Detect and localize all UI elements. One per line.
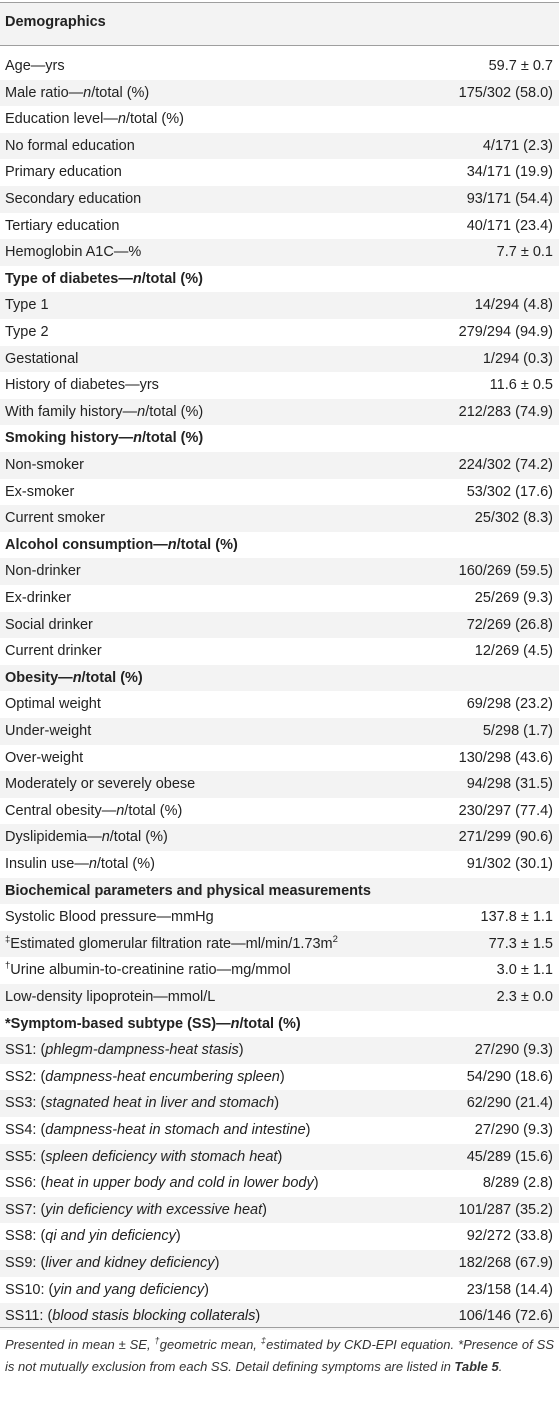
row-value: 8/289 (2.8) [482,1175,553,1192]
row-label: SS6: (heat in upper body and cold in lower body) [5,1175,319,1192]
section-header-row [0,425,559,452]
row-label: Current drinker [5,643,102,660]
row-value: 72/269 (26.8) [466,616,553,633]
row-label: Non-drinker [5,563,81,580]
row-value: 53/302 (17.6) [466,483,553,500]
table-row [0,372,559,399]
table-row [0,1303,559,1330]
section-label: Type of diabetes—n/total (%) [5,270,203,287]
row-label: Primary education [5,164,122,181]
table-row [0,745,559,772]
row-value: 27/290 (9.3) [474,1122,553,1138]
table-row [0,213,559,240]
table-row [0,612,559,639]
section-label: Biochemical parameters and physical measurements [5,882,371,899]
table-row [0,558,559,585]
table-row [0,1250,559,1277]
table-row [0,319,559,346]
row-value: 27/290 (9.3) [474,1042,553,1059]
row-value: 137.8 ± 1.1 [480,909,553,926]
table-header [0,3,559,46]
row-value: 106/146 (72.6) [458,1308,553,1325]
section-header-row [0,665,559,692]
bottom-rule [0,1327,559,1328]
row-value: 5/298 (1.7) [482,723,553,739]
row-label: SS3: (stagnated heat in liver and stomach) [5,1095,280,1112]
row-value: 25/302 (8.3) [474,510,553,527]
table-row [0,346,559,373]
row-value: 160/269 (59.5) [458,563,553,580]
table-row [0,106,559,133]
table-row [0,133,559,160]
row-label: Male ratio—n/total (%) [5,84,150,101]
row-value: 3.0 ± 1.1 [496,962,553,979]
table-row [0,1037,559,1064]
row-value: 69/298 (23.2) [466,696,553,713]
row-value: 212/283 (74.9) [458,403,553,420]
table-row [0,718,559,745]
row-label: †Urine albumin-to-creatinine ratio—mg/mmol [5,960,291,979]
row-label: Hemoglobin A1C—% [5,244,142,261]
row-label: SS10: (yin and yang deficiency) [5,1281,209,1298]
row-label: Under-weight [5,723,92,739]
section-label: Smoking history—n/total (%) [5,430,204,447]
table-row [0,984,559,1011]
row-label: Over-weight [5,749,84,766]
row-label: Non-smoker [5,457,84,473]
table-row [0,399,559,426]
row-label: Type 2 [5,324,49,340]
row-label: Central obesity—n/total (%) [5,802,183,819]
row-label: Low-density lipoprotein—mmol/L [5,989,216,1005]
table-row [0,186,559,213]
table-row [0,1277,559,1304]
table-row [0,798,559,825]
row-value: 4/171 (2.3) [482,137,553,154]
row-value: 1/294 (0.3) [482,350,553,367]
row-label: SS11: (blood stasis blocking collaterals) [5,1308,261,1325]
row-value: 12/269 (4.5) [474,643,553,660]
row-value: 11.6 ± 0.5 [489,377,553,394]
row-label: Insulin use—n/total (%) [5,856,155,872]
table-footnote: Presented in mean ± SE, †geometric mean, ‡estimated by CKD-EPI equation. *Presence of SS is not mutually exclusion from each SS. Detail defining symptoms are listed in Table 5. [5,1335,554,1374]
row-label: Gestational [5,350,79,367]
table-row [0,931,559,958]
row-value: 94/298 (31.5) [466,776,553,793]
row-value: 230/297 (77.4) [458,802,553,819]
table-row [0,292,559,319]
row-label: SS2: (dampness-heat encumbering spleen) [5,1068,285,1085]
table-row [0,1170,559,1197]
row-label: SS7: (yin deficiency with excessive heat) [5,1201,267,1218]
row-label: SS5: (spleen deficiency with stomach heat) [5,1148,283,1165]
table-row [0,1090,559,1117]
table-row [0,505,559,532]
row-value: 7.7 ± 0.1 [496,244,553,261]
table-row [0,1064,559,1091]
row-value: 224/302 (74.2) [458,457,553,473]
row-label: History of diabetes—yrs [5,377,159,394]
row-label: Optimal weight [5,696,101,713]
row-label: Social drinker [5,616,93,633]
row-label: SS4: (dampness-heat in stomach and intestine) [5,1122,311,1138]
row-value: 91/302 (30.1) [466,856,553,872]
section-header-row [0,1011,559,1038]
row-value: 130/298 (43.6) [458,749,553,766]
table-row [0,824,559,851]
table-row [0,851,559,878]
table-row [0,1223,559,1250]
row-label: Ex-drinker [5,590,72,606]
row-value: 271/299 (90.6) [458,829,553,846]
row-value: 14/294 (4.8) [474,297,553,314]
row-label: Ex-smoker [5,483,75,500]
row-label: Current smoker [5,510,105,527]
row-label: With family history—n/total (%) [5,403,204,420]
row-label: Moderately or severely obese [5,776,196,793]
table-row [0,239,559,266]
row-value: 59.7 ± 0.7 [488,58,553,74]
row-label: Tertiary education [5,217,120,234]
row-label: Type 1 [5,297,49,314]
section-label: Alcohol consumption—n/total (%) [5,536,238,553]
table-row [0,691,559,718]
row-value: 62/290 (21.4) [466,1095,553,1112]
table-row [0,957,559,984]
table-row [0,1117,559,1144]
row-label: ‡Estimated glomerular filtration $rate—ml/\min/1.73m^2$ [5,933,338,952]
row-label: Education level—n/total (%) [5,111,184,128]
table-row [0,1197,559,1224]
row-value: 182/268 (67.9) [458,1255,553,1271]
section-header-row [0,532,559,559]
table-row [0,585,559,612]
row-label: Dyslipidemia—n/total (%) [5,829,168,846]
row-value: 25/269 (9.3) [474,590,553,606]
table-row [0,638,559,665]
row-value: 23/158 (14.4) [466,1281,553,1298]
table-row [0,479,559,506]
row-value: 92/272 (33.8) [466,1228,553,1245]
table-row [0,904,559,931]
row-label: SS9: (liver and kidney deficiency) [5,1255,220,1271]
table-row [0,1144,559,1171]
row-value: 34/171 (19.9) [466,164,553,181]
row-value: 175/302 (58.0) [458,84,553,101]
row-label: Secondary education [5,191,142,207]
row-label: SS8: (qi and yin deficiency) [5,1228,181,1245]
row-value: 93/171 (54.4) [466,191,553,207]
section-header-row [0,266,559,293]
row-value: 2.3 ± 0.0 [496,989,553,1005]
row-label: SS1: (phlegm-dampness-heat stasis) [5,1042,244,1059]
row-value: 54/290 (18.6) [466,1068,553,1085]
row-value: 45/289 (15.6) [466,1148,553,1165]
section-label: *Symptom-based subtype (SS)—n/total (%) [5,1015,301,1032]
table-row [0,53,559,80]
row-label: No formal education [5,137,135,154]
table-row [0,771,559,798]
section-label: Obesity—n/total (%) [5,669,143,686]
row-value: 101/287 (35.2) [458,1201,553,1218]
row-value: 77.3 ± 1.5 [488,935,553,952]
row-value: 279/294 (94.9) [458,324,553,340]
table-header-title: Demographics [5,14,106,30]
table-row [0,80,559,107]
row-value: 40/171 (23.4) [466,217,553,234]
table-row [0,452,559,479]
table-row [0,159,559,186]
section-header-row [0,878,559,905]
row-label: Age—yrs [5,58,65,74]
row-label: Systolic Blood pressure—mmHg [5,909,214,926]
